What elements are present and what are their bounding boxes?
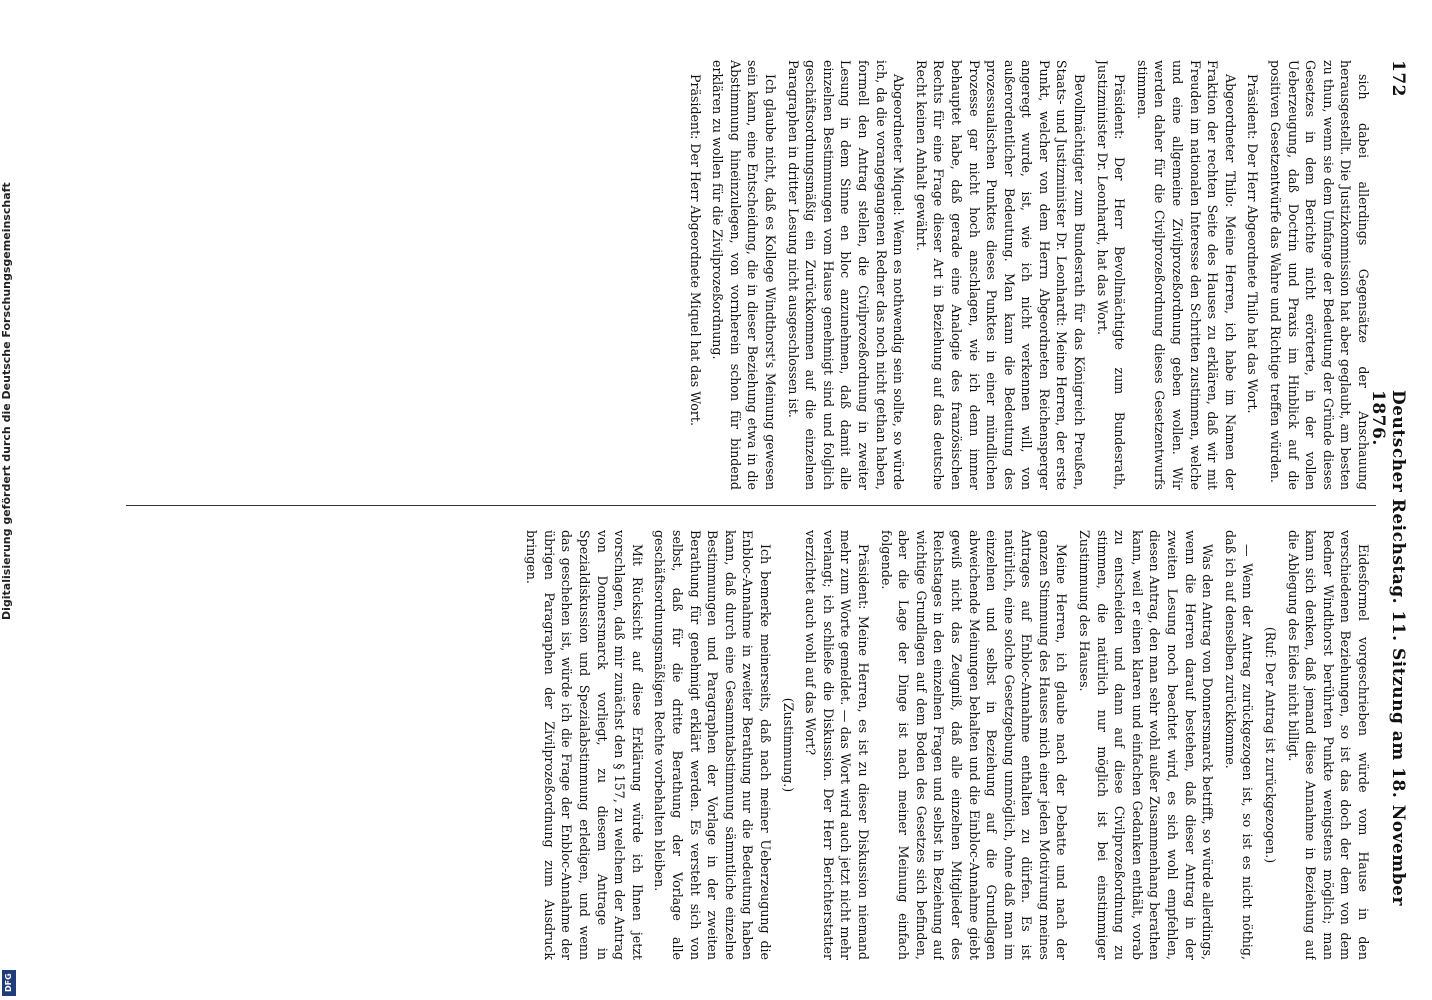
dfg-logo-icon: DFG <box>2 970 16 996</box>
column-divider <box>126 505 1376 506</box>
paragraph: Mit Rücksicht auf diese Erklärung würde ich Ihnen jetzt vorschlagen, daß mir zunächst den § 157, zu welchem der Antrag von Donnersmarck vorliegt, zu diesem Antrage in Spezialdiskussion und Spezialabstimmung erledigen, und wenn das geschehen ist, würde ich die Frage der Enbloc-Annahme der übrigen Paragraphen der Zivilprozeßordnung zum Ausdruck bringen. <box>524 530 645 960</box>
paragraph: — Wenn der Antrag zurückgezogen ist, so ist es nicht nöthig, daß ich auf denselben zurückkomme. <box>1222 530 1256 960</box>
paragraph: Eidesformel vorgeschrieben würde vom Hause in den verschiedenen Beziehungen, so ist das doch der dem von dem Redner Windthorst berührten Punkte wenigstens möglich; man kann sich denken, daß jemand diese Annahme in Beziehung auf die Ablegung des Eides nicht billigt. <box>1285 530 1371 960</box>
paragraph: Abgeordneter Thilo: Meine Herren, ich habe im Namen der Fraktion der rechten Seite des Hauses zu erklären, daß wir mit Freuden im nationalen Interesse den Schritten zustimmen, welche und eine allgemeine Zivilprozeßordnung geben wollen. Wir werden daher für die Civilprozeßordnung dieses Gesetzentwurfs stimmen. <box>1134 60 1238 490</box>
paragraph: Ich glaube nicht, daß es Kollege Windthorst's Meinung gewesen sein kann, eine Entscheidung, die in dieser Beziehung etwa in die Abstimmung hineinzulegen, von vornherein schon für bindend erklären zu wollen für die Zivilprozeßordnung. <box>710 60 778 490</box>
paragraph: Präsident: Der Herr Abgeordnete Thilo hat das Wort. <box>1245 74 1261 414</box>
paragraph: sich dabei allerdings Gegensätze der Anschauung herausgestellt. Die Justizkommission hat aber geglaubt, am besten zu thun, wenn sie dem Umfange der Bedeutung der Gründe dieses Gesetzes in dem Berichte nicht erörterte, in der vollen Ueberzeugung, daß Doctrin und Praxis im Hinblick auf die positiven Gesetzentwürfe das Wahre und Richtige treffen würden. <box>1268 60 1371 490</box>
digitization-footer: Digitalisierung gefördert durch die Deutsche Forschungsgemeinschaft <box>0 182 13 620</box>
paragraph: Meine Herren, ich glaube nach der Debatte und nach der ganzen Stimmung des Hauses mich einer jeden Motivirung meines Antrages auf Enbloc-Annahme enthalten zu dürfen. Es ist natürlich, eine solche Gesetzgebung unmöglich, ohne daß man im einzelnen und selbst in Beziehung auf die Grundlagen abweichende Meinungen behalten und die Einbloc-Annahme giebt gewiß nicht das Zeugniß, daß alle einzelnen Mitglieder des Reichstages in den einzelnen Fragen und selbst in Beziehung auf wichtige Grundlagen auf dem Boden des Gesetzes sich befinden, aber die Lage der Dinge ist nach meiner Meinung einfach folgende. <box>878 530 1070 960</box>
paragraph: Abgeordneter Miquel: Wenn es nothwendig sein sollte, so würde ich, da die vorangegangenen Redner das noch nicht gethan haben, formell den Antrag stellen, die Civilprozeßordnung in zweiter Lesung in dem Sinne en bloc anzunehmen, daß damit alle einzelnen Bestimmungen vom Hause genehmigt sind und folglich geschäftsordnungsmäßig ein Zurückkommen auf die einzelnen Paragraphen in dritter Lesung nicht ausgeschlossen ist. <box>785 60 907 490</box>
paragraph: Bevollmächtigter zum Bundesrath für das Königreich Preußen, Staats- und Justizminister Dr. Leonhardt: Meine Herren, der erste Punkt, welcher von dem Herrn Abgeordneten Reichensperger angeregt wurde, ist, wie ich nicht verkennen will, von außerordentlicher Bedeutung. Man kann die Bedeutung des prozessualischen Punktes dieses Punktes in einer mündlichen Prozesse gar nicht hoch anschlagen, wie ich denn immer behauptet habe, daß gerade eine Analogie des französischen Rechts für eine Frage dieser Art in Beziehung auf das deutsche Recht keinen Anhalt gewährt. <box>913 60 1088 490</box>
page-title: Deutscher Reichstag. 11. Sitzung am 18. November 1876. <box>1368 390 1408 906</box>
paragraph: Präsident: Der Herr Bevollmächtigte zum Bundesrath, Justizminister Dr. Leonhardt, hat das Wort. <box>1094 60 1128 490</box>
paragraph: Ich bemerke meinerseits, daß nach meiner Ueberzeugung die Enbloc-Annahme in zweiter Berathung nur die Bedeutung haben kann, daß durch eine Gesammtabstimmung sämmtliche einzelne Bestimmungen und Paragraphen der Vorlage in der zweiten Berathung für genehmigt erklärt werden. Es versteht sich von selbst, daß für die dritte Berathung der Vorlage alle geschäftsordnungsmäßigen Rechte vorbehalten bleiben. <box>652 530 773 960</box>
scanned-page <box>76 30 1416 990</box>
paragraph: Präsident: Der Herr Abgeordnete Miquel hat das Wort. <box>687 74 703 426</box>
left-column <box>132 60 1372 490</box>
paragraph: Was den Antrag von Donnersmarck betrifft, so würde allerdings, wenn die Herren darauf bestehen, daß dieser Antrag in der zweiten Lesung noch beachtet wird, es sich wohl empfehlen, diesen Antrag, den man sehr wohl außer Zusammenhang berathen kann, weil er einen klaren und einfachen Gedanken enthält, vorab zu entscheiden und dann auf diese Civilprozeßordnung zu stimmen, die natürlich nur möglich ist bei einstimmiger Zustimmung des Hauses. <box>1077 530 1216 960</box>
paragraph: Präsident: Meine Herren, es ist zu dieser Diskussion niemand mehr zum Worte gemeldet. — das Wort wird auch jetzt nicht mehr verlangt; ich schließe die Diskussion. Der Herr Berichterstatter verzichtet auch wohl auf das Wort? <box>803 530 871 960</box>
page-header <box>1368 60 1408 960</box>
paragraph: (Zustimmung.) <box>780 697 796 793</box>
right-column <box>132 530 1372 960</box>
page-number: 172 <box>1388 60 1408 97</box>
paragraph: (Ruf: Der Antrag ist zurückgezogen.) <box>1263 626 1279 864</box>
